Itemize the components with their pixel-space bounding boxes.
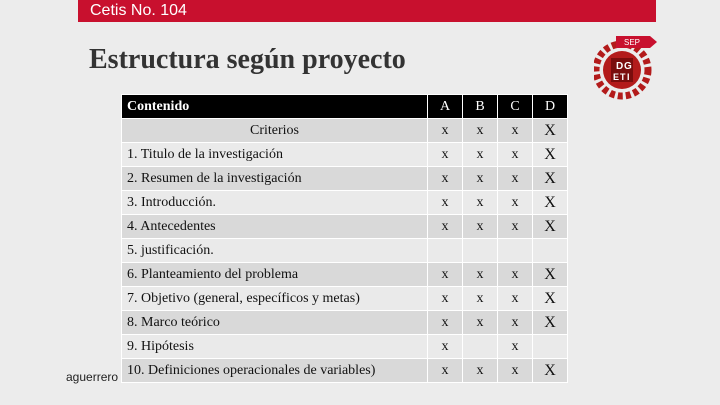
cell-a: x [428,335,463,359]
cell-b: x [463,167,498,191]
header-c: C [498,95,533,119]
criterios-row [122,119,568,143]
table-row [122,287,568,311]
cell-b: x [463,143,498,167]
cell-b: x [463,191,498,215]
table-row [122,239,568,263]
header-a: A [428,95,463,119]
cell-a: x [428,143,463,167]
institution-logo [594,30,658,100]
cell-c: x [498,335,533,359]
cell-b [463,239,498,263]
logo-letter-t: T [620,72,626,82]
header-title: Cetis No. 104 [90,2,187,19]
cell-a: x [428,311,463,335]
cell-d: X [533,143,568,167]
cell-b: x [463,215,498,239]
row-label: 2. Resumen de la investigación [122,167,428,191]
cell-a: x [428,359,463,383]
cell-d [533,335,568,359]
row-label: 8. Marco teórico [122,311,428,335]
cell-a: x [428,287,463,311]
cell-d [533,239,568,263]
row-label: 1. Titulo de la investigación [122,143,428,167]
criterios-c: x [498,119,533,143]
cell-d: X [533,263,568,287]
logo-label: SEP [623,38,641,47]
author-label: aguerrero [66,370,119,384]
cell-b: x [463,287,498,311]
criterios-a: x [428,119,463,143]
logo-letter-i: I [627,72,630,82]
criterios-d: X [533,119,568,143]
criterios-b: x [463,119,498,143]
cell-a [428,239,463,263]
cell-d: X [533,167,568,191]
cell-d: X [533,215,568,239]
table-row [122,311,568,335]
cell-a: x [428,263,463,287]
cell-a: x [428,215,463,239]
cell-c: x [498,215,533,239]
row-label: 4. Antecedentes [122,215,428,239]
row-label: 5. justificación. [122,239,428,263]
table-row [122,143,568,167]
cell-c [498,239,533,263]
row-label: 10. Definiciones operacionales de variables) [122,359,428,383]
row-label: 6. Planteamiento del problema [122,263,428,287]
table-row [122,215,568,239]
row-label: 9. Hipótesis [122,335,428,359]
cell-c: x [498,311,533,335]
cell-b: x [463,311,498,335]
table-row [122,335,568,359]
cell-c: x [498,359,533,383]
header-d: D [533,95,568,119]
table-row [122,167,568,191]
cell-d: X [533,359,568,383]
table-row [122,359,568,383]
cell-c: x [498,191,533,215]
cell-c: x [498,287,533,311]
header-contenido: Contenido [122,95,428,119]
logo-letter-e: E [613,72,620,82]
table-row [122,263,568,287]
row-label: 3. Introducción. [122,191,428,215]
cell-a: x [428,191,463,215]
table-header-row [122,95,568,119]
cell-c: x [498,143,533,167]
cell-b: x [463,263,498,287]
top-bar [78,0,656,22]
header-b: B [463,95,498,119]
table-row [122,191,568,215]
cell-d: X [533,311,568,335]
cell-c: x [498,263,533,287]
cell-b: x [463,359,498,383]
cell-d: X [533,191,568,215]
row-label: 7. Objetivo (general, específicos y metas) [122,287,428,311]
cell-c: x [498,167,533,191]
criteria-table [121,94,568,383]
cell-d: X [533,287,568,311]
cell-a: x [428,167,463,191]
page-title: Estructura según proyecto [89,44,406,75]
cell-b [463,335,498,359]
logo-letter-d: D [616,61,624,72]
logo-letter-g: G [624,61,632,72]
criterios-label: Criterios [122,119,428,143]
